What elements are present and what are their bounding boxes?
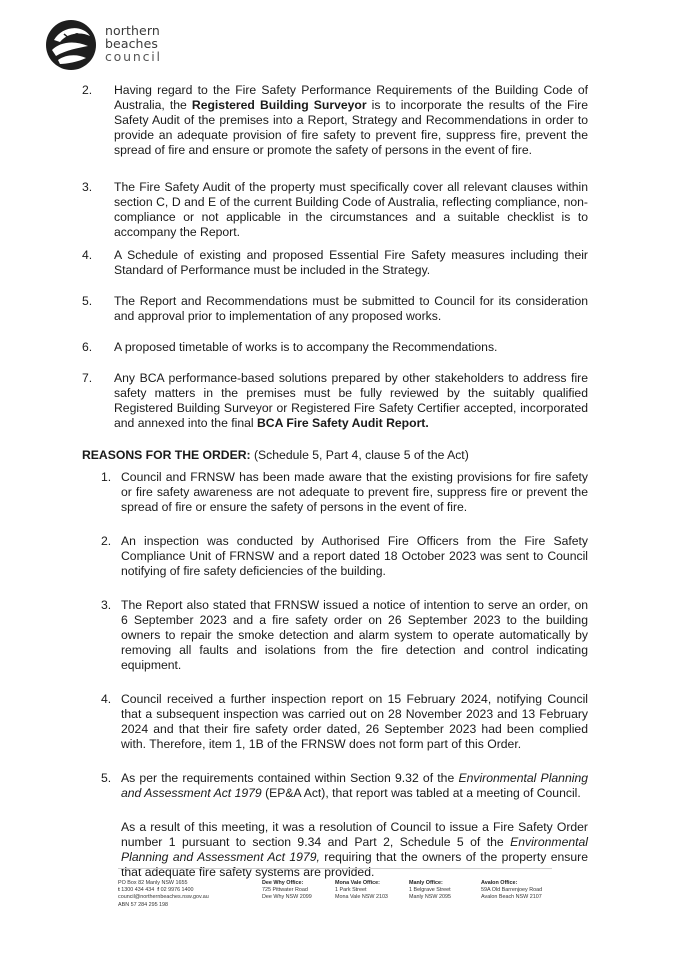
item-number: 6. [82, 340, 93, 354]
italic-text: Environmental Planning and Assessment Act 1979, [121, 835, 588, 864]
reason-number: 4. [101, 692, 112, 706]
item-text [114, 371, 588, 431]
item-text [114, 248, 588, 278]
item-number: 2. [82, 83, 93, 97]
wordmark-line-2: beaches [105, 36, 158, 51]
wordmark-line-1: northern [105, 23, 160, 38]
footer-divider [118, 868, 552, 869]
text-run: The Report also stated that FRNSW issued a notice of intention to serve an order, on 6 September 2023 and a fire safety order on 26 September 2023 to the building owners to repair the smoke detection and alarm system to operate automatically by removing all faults and isolations from the fire detection and control indicating equipment. [121, 598, 588, 672]
abn-number: ABN 57 284 295 198 [118, 901, 169, 908]
office-street: 59A Old Barrenjoey Road [481, 887, 543, 894]
footer-office-mona-vale [335, 880, 388, 902]
order-item-5 [82, 294, 588, 324]
office-name: Avalon Office: [481, 880, 518, 886]
text-run: Having regard to the Fire Safety Performance Requirements of the Building Code of Australia, the [114, 83, 588, 112]
reason-number: 2. [101, 534, 112, 548]
office-street: 1 Park Street [335, 887, 367, 894]
text-run: The Report and Recommendations must be submitted to Council for its consideration and approval prior to implementation of any proposed works. [114, 294, 588, 323]
item-text [114, 294, 588, 324]
text-run: (EP&A Act), that report was tabled at a meeting of Council. [261, 786, 581, 800]
footer-office-dee-why [262, 880, 312, 902]
reasons-list [82, 470, 588, 880]
office-suburb: Avalon Beach NSW 2107 [481, 894, 542, 901]
text-run: A proposed timetable of works is to accompany the Recommendations. [114, 340, 498, 354]
council-logo [44, 18, 164, 74]
reasons-heading-note: (Schedule 5, Part 4, clause 5 of the Act) [250, 448, 469, 462]
reasons-heading [82, 448, 588, 463]
office-name: Dee Why Office: [262, 880, 304, 886]
phone-number: 1300 434 434 [119, 887, 155, 894]
order-item-2 [82, 83, 588, 158]
footer-postal [118, 880, 209, 909]
reason-text [121, 692, 588, 752]
text-run: Council and FRNSW has been made aware that the existing provisions for fire safety or fire safety awareness are not adequate to prevent fire, suppress fire or prevent the spread of fire or ensure the safety of persons in the event of fire. [121, 470, 588, 514]
text-run: requiring that the owners of the property ensure that adequate fire safety systems are provided. [121, 850, 588, 879]
postal-address: PO Box 82 Manly NSW 1655 [118, 880, 188, 886]
wordmark-line-3: council [105, 49, 162, 64]
reason-text [121, 771, 588, 801]
bold-text: BCA Fire Safety Audit Report. [256, 416, 429, 430]
email-address: council@northernbeaches.nsw.gov.au [118, 894, 209, 901]
resolution-paragraph [101, 820, 588, 880]
item-number: 5. [82, 294, 93, 308]
office-street: 1 Belgrave Street [409, 887, 451, 894]
office-suburb: Dee Why NSW 2099 [262, 894, 312, 901]
reason-item-3 [101, 598, 588, 673]
footer-office-avalon [481, 880, 542, 902]
reason-item-2 [101, 534, 588, 579]
text-run: As a result of this meeting, it was a resolution of Council to issue a Fire Safety Order number 1 pursuant to section 9.34 and Part 2, Schedule 5 of the [121, 820, 588, 849]
item-number: 7. [82, 371, 93, 385]
office-suburb: Mona Vale NSW 2103 [335, 894, 388, 901]
reason-text [121, 534, 588, 579]
text-run: As per the requirements contained within Section 9.32 of the [121, 771, 459, 785]
reason-text [121, 470, 588, 515]
phone-label: t [118, 887, 120, 894]
footer-office-manly [409, 880, 451, 902]
council-emblem-icon [44, 18, 98, 72]
item-number: 3. [82, 180, 93, 194]
bold-text: Registered Building Surveyor [191, 98, 367, 112]
order-item-6 [82, 340, 588, 355]
office-street: 725 Pittwater Road [262, 887, 308, 894]
fax-number: 02 9976 1400 [159, 887, 194, 894]
reason-number: 3. [101, 598, 112, 612]
text-run: The Fire Safety Audit of the property must specifically cover all relevant clauses within section C, D and E of the current Building Code of Australia, reflecting compliance, non-compliance or not applicable in the circumstances and a suitable checklist is to accompany the Report. [114, 180, 588, 239]
office-name: Manly Office: [409, 880, 443, 886]
order-item-4 [82, 248, 588, 278]
reason-number: 1. [101, 470, 112, 484]
reasons-heading-title: REASONS FOR THE ORDER: [82, 448, 251, 462]
item-text [114, 340, 588, 355]
text-run: Any BCA performance-based solutions prepared by other stakeholders to address fire safety matters in the premises must be fully reviewed by the suitably qualified Registered Building Surveyor or Registered Fire Safety Certifier accepted, incorporated and annexed into the final [114, 371, 588, 430]
order-item-7 [82, 371, 588, 431]
document-body [82, 83, 588, 880]
text-run: Council received a further inspection report on 15 February 2024, notifying Council that a subsequent inspection was carried out on 28 November 2023 and 13 February 2024 and that their fire safety order dated, 26 September 2023 had been complied with. Therefore, item 1, 1B of the FRNSW does not form part of this Order. [121, 692, 588, 751]
italic-text: Environmental Planning and Assessment Act 1979 [121, 771, 588, 800]
reason-item-5 [101, 771, 588, 801]
fax-label: f [157, 887, 160, 894]
reason-text [121, 598, 588, 673]
office-suburb: Manly NSW 2095 [409, 894, 451, 901]
reason-number: 5. [101, 771, 112, 785]
reason-item-1 [101, 470, 588, 515]
office-name: Mona Vale Office: [335, 880, 380, 886]
item-text [114, 180, 588, 240]
item-text [114, 83, 588, 158]
item-number: 4. [82, 248, 93, 262]
text-run: is to incorporate the results of the Fire Safety Audit of the premises into a Report, Strategy and Recommendations in order to provide an adequate provision of fire safety to prevent fire, suppress fire, prevent the spread of fire and ensure or promote the safety of persons in the event of fire. [114, 98, 588, 157]
phone-fax-line [118, 887, 209, 894]
reason-item-4 [101, 692, 588, 752]
text-run: A Schedule of existing and proposed Essential Fire Safety measures including their Standard of Performance must be included in the Strategy. [114, 248, 588, 277]
text-run: An inspection was conducted by Authorised Fire Officers from the Fire Safety Compliance Unit of FRNSW and a report dated 18 October 2023 was sent to Council notifying of fire safety deficiencies of the building. [121, 534, 588, 578]
council-wordmark [105, 24, 162, 63]
order-item-3 [82, 180, 588, 240]
